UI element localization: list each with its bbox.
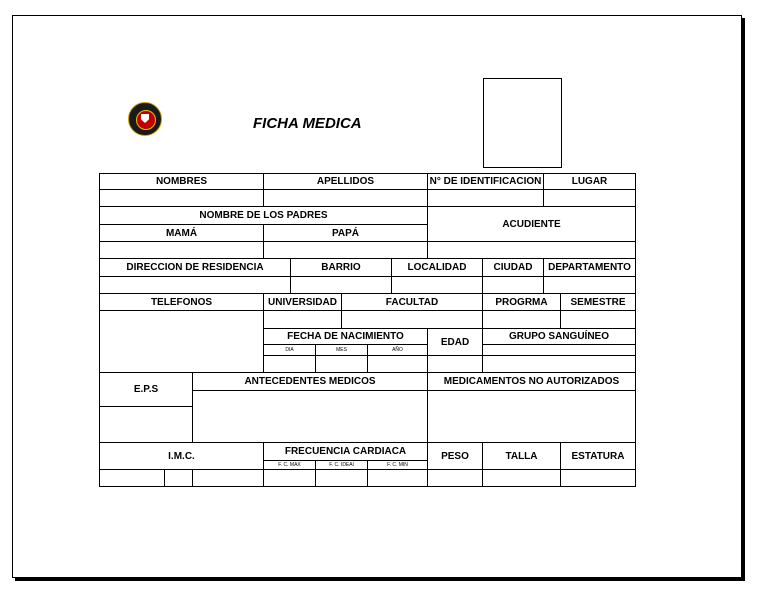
- label-semestre: SEMESTRE: [560, 293, 636, 311]
- label-localidad: LOCALIDAD: [391, 258, 483, 277]
- input-field[interactable]: [482, 276, 544, 294]
- label-talla: TALLA: [482, 442, 561, 470]
- label-telefonos: TELEFONOS: [99, 293, 264, 311]
- input-field[interactable]: [560, 310, 636, 329]
- input-field[interactable]: [341, 310, 483, 329]
- input-field[interactable]: [427, 189, 544, 207]
- input-field[interactable]: [367, 355, 428, 373]
- input-field[interactable]: [482, 469, 561, 487]
- label-facultad: FACULTAD: [341, 293, 483, 311]
- input-field[interactable]: [99, 276, 291, 294]
- label-acudiente: ACUDIENTE: [427, 206, 636, 242]
- input-field[interactable]: [427, 390, 636, 443]
- label-imc: I.M.C.: [99, 442, 264, 470]
- input-field[interactable]: [482, 355, 636, 373]
- label-papa: PAPÁ: [263, 224, 428, 242]
- input-field[interactable]: [263, 310, 342, 329]
- label-eps: E.P.S: [99, 372, 193, 407]
- input-field[interactable]: [192, 469, 264, 487]
- input-field[interactable]: [99, 310, 264, 373]
- input-field[interactable]: [99, 189, 264, 207]
- label-fc-ideal: F. C. IDEAl: [315, 460, 368, 470]
- label-direccion: DIRECCION DE RESIDENCIA: [99, 258, 291, 277]
- label-anio: AÑO: [367, 344, 428, 356]
- input-field[interactable]: [192, 390, 428, 443]
- label-dia: DIA: [263, 344, 316, 356]
- label-nombres: NOMBRES: [99, 173, 264, 190]
- label-peso: PESO: [427, 442, 483, 470]
- input-field[interactable]: [482, 310, 561, 329]
- input-field[interactable]: [164, 469, 193, 487]
- input-field[interactable]: [543, 276, 636, 294]
- label-estatura: ESTATURA: [560, 442, 636, 470]
- label-frecuencia: FRECUENCIA CARDIACA: [263, 442, 428, 461]
- label-fecha-nacimiento: FECHA DE NACIMIENTO: [263, 328, 428, 345]
- input-field[interactable]: [263, 355, 316, 373]
- label-identificacion: N° DE IDENTIFICACION: [427, 173, 544, 190]
- input-field[interactable]: [391, 276, 483, 294]
- input-field[interactable]: [427, 469, 483, 487]
- university-logo: [128, 102, 162, 136]
- photo-box: [483, 78, 562, 168]
- label-barrio: BARRIO: [290, 258, 392, 277]
- input-field[interactable]: [99, 469, 165, 487]
- input-field[interactable]: [427, 241, 636, 259]
- input-field[interactable]: [263, 189, 428, 207]
- label-antecedentes: ANTECEDENTES MEDICOS: [192, 372, 428, 391]
- label-fc-min: F. C. MIN: [367, 460, 428, 470]
- label-grupo-sanguineo: GRUPO SANGUÍNEO: [482, 328, 636, 345]
- label-universidad: UNIVERSIDAD: [263, 293, 342, 311]
- label-departamento: DEPARTAMENTO: [543, 258, 636, 277]
- label-lugar: LUGAR: [543, 173, 636, 190]
- label-programa: PROGRMA: [482, 293, 561, 311]
- input-field[interactable]: [560, 469, 636, 487]
- input-field[interactable]: [290, 276, 392, 294]
- label-mama: MAMÁ: [99, 224, 264, 242]
- input-field[interactable]: [543, 189, 636, 207]
- label-medicamentos: MEDICAMENTOS NO AUTORIZADOS: [427, 372, 636, 391]
- label-apellidos: APELLIDOS: [263, 173, 428, 190]
- input-field[interactable]: [263, 241, 428, 259]
- input-field[interactable]: [263, 469, 316, 487]
- label-fc-max: F. C. MAX: [263, 460, 316, 470]
- label-edad: EDAD: [427, 328, 483, 356]
- label-ciudad: CIUDAD: [482, 258, 544, 277]
- input-field[interactable]: [427, 355, 483, 373]
- input-field[interactable]: [315, 355, 368, 373]
- input-field[interactable]: [367, 469, 428, 487]
- page-title: FICHA MEDICA: [253, 115, 362, 132]
- label-mes: MES: [315, 344, 368, 356]
- input-field[interactable]: [315, 469, 368, 487]
- input-field[interactable]: [99, 406, 193, 443]
- label-padres: NOMBRE DE LOS PADRES: [99, 206, 428, 225]
- input-field[interactable]: [99, 241, 264, 259]
